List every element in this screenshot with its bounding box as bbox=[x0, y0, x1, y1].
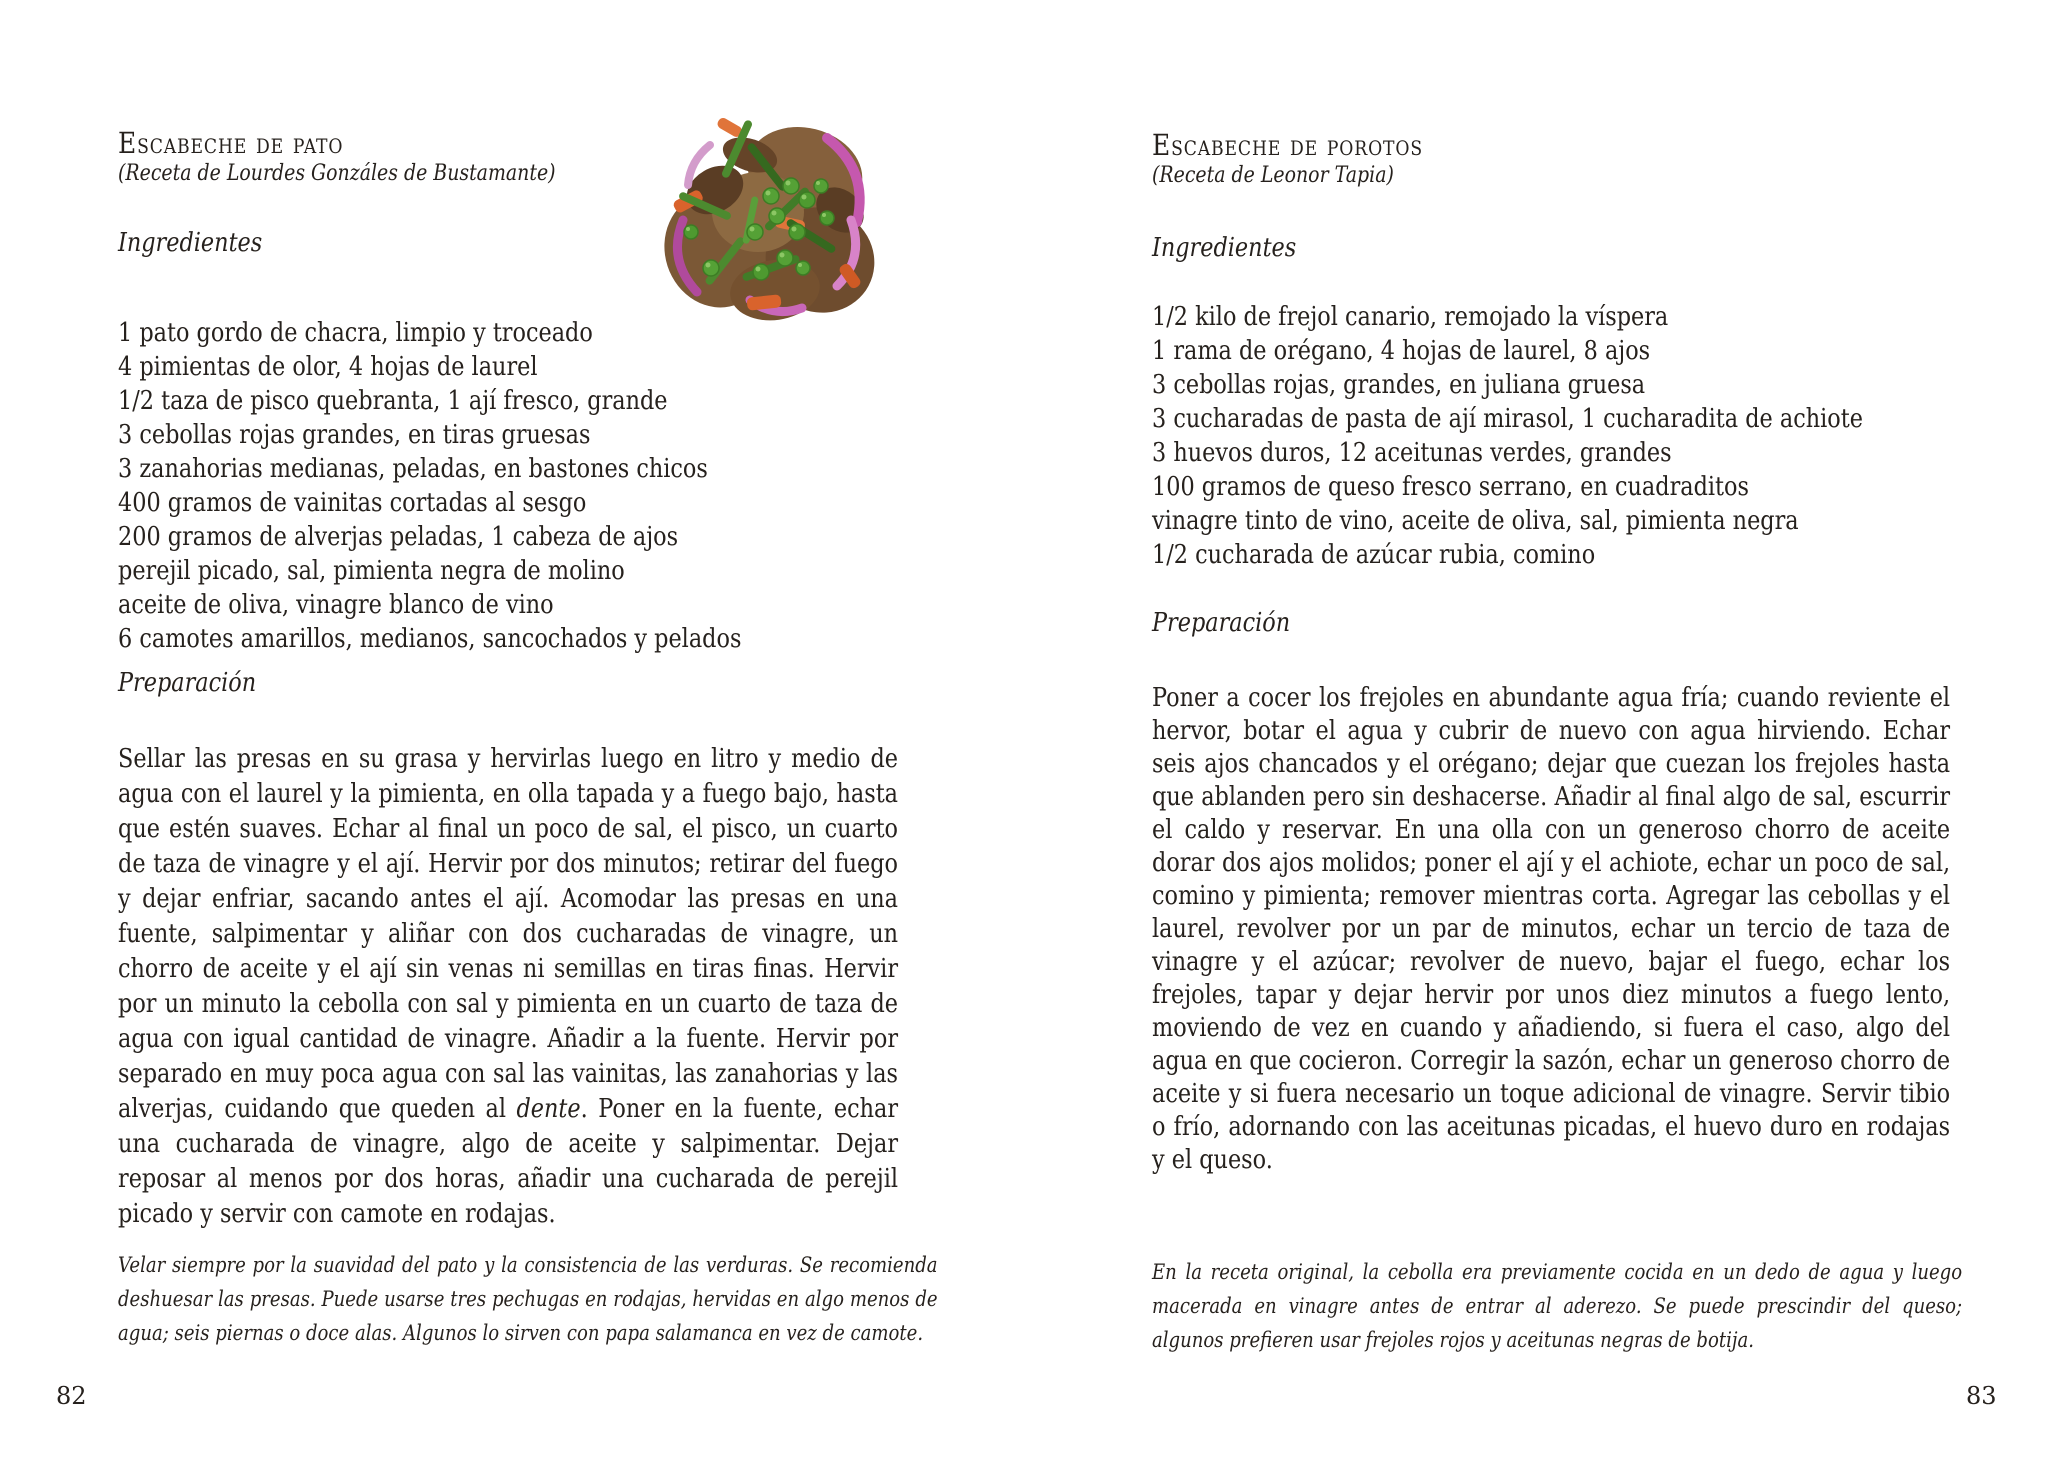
ingredient-line: 3 huevos duros, 12 aceitunas verdes, grandes bbox=[1152, 438, 1672, 468]
ingredient-line: 400 gramos de vainitas cortadas al sesgo bbox=[118, 488, 587, 518]
preparation-text-left bbox=[118, 742, 898, 1232]
ingredients-list-left bbox=[118, 316, 741, 656]
ingredient-line: 3 zanahorias medianas, peladas, en bastones chicos bbox=[118, 454, 708, 484]
page-number-83: 83 bbox=[1966, 1382, 1997, 1410]
ingredient-line: 4 pimientas de olor, 4 hojas de laurel bbox=[118, 352, 538, 382]
recipe-attribution-left: (Receta de Lourdes Gonzáles de Bustamante) bbox=[118, 161, 556, 186]
ingredient-line: 1/2 taza de pisco quebranta, 1 ají fresco, grande bbox=[118, 386, 668, 416]
preparation-text-part2: . Poner en la fuente, echar una cucharada de vinagre, algo de aceite y salpimentar. Dejar reposar al menos por dos horas, añadir una cucharada de perejil picado y servir con camote en rodajas. bbox=[118, 1094, 899, 1229]
page-number-82: 82 bbox=[56, 1382, 87, 1410]
preparation-label-right: Preparación bbox=[1152, 608, 1291, 638]
ingredient-line: 1/2 cucharada de azúcar rubia, comino bbox=[1152, 540, 1596, 570]
preparation-text-right: Poner a cocer los frejoles en abundante agua fría; cuando reviente el hervor, botar el agua y cubrir de nuevo con agua hirviendo. Echar seis ajos chancados y el orégano; dejar que cuezan los frejoles hasta que ablanden pero sin deshacerse. Añadir al final algo de sal, escurrir el caldo y reservar. En una olla con un generoso chorro de aceite dorar dos ajos molidos; poner el ají y el achiote, echar un poco de sal, comino y pimienta; remover mientras corta. Agregar las cebollas y el laurel, revolver por un par de minutos, echar un tercio de taza de vinagre y el azúcar; revolver de nuevo, bajar el fuego, echar los frejoles, tapar y dejar hervir por unos diez minutos a fuego lento, moviendo de vez en cuando y añadiendo, si fuera el caso, algo del agua en que cocieron. Corregir la sazón, echar un generoso chorro de aceite y si fuera necesario un toque adicional de vinagre. Servir tibio o frío, adornando con las aceitunas picadas, el huevo duro en rodajas y el queso. bbox=[1152, 683, 1951, 1175]
ingredient-line: 1/2 kilo de frejol canario, remojado la víspera bbox=[1152, 302, 1669, 332]
ingredient-line: 6 camotes amarillos, medianos, sancochados y pelados bbox=[118, 624, 742, 654]
ingredient-line: 3 cebollas rojas, grandes, en juliana gruesa bbox=[1152, 370, 1646, 400]
ingredient-line: 1 pato gordo de chacra, limpio y troceado bbox=[118, 318, 593, 348]
preparation-text-part1: Sellar las presas en su grasa y hervirlas luego en litro y medio de agua con el laurel y la pimienta, en olla tapada y a fuego bajo, hasta que estén suaves. Echar al final un poco de sal, el pisco, un cuarto de taza de vinagre y el ají. Hervir por dos minutos; retirar del fuego y dejar enfriar, sacando antes el ají. Acomodar las presas en una fuente, salpimentar y aliñar con dos cucharadas de vinagre, un chorro de aceite y el ají sin venas ni semillas en tiras finas. Hervir por un minuto la cebolla con sal y pimienta en un cuarto de taza de agua con igual cantidad de vinagre. Añadir a la fuente. Hervir por separado en muy poca agua con sal las vainitas, las zanahorias y las alverjas, cuidando que queden al bbox=[118, 744, 899, 1124]
recipe-note-right: En la receta original, la cebolla era previamente cocida en un dedo de agua y luego macerada en vinagre antes de entrar al aderezo. Se puede prescindir del queso; algunos prefieren usar frejoles rojos y aceitunas negras de botija. bbox=[1152, 1260, 1963, 1352]
ingredients-label-right: Ingredientes bbox=[1152, 233, 1297, 263]
ingredient-line: 100 gramos de queso fresco serrano, en cuadraditos bbox=[1152, 472, 1749, 502]
ingredient-line: vinagre tinto de vino, aceite de oliva, sal, pimienta negra bbox=[1152, 506, 1799, 536]
recipe-title-right: Escabeche de porotos bbox=[1152, 128, 1423, 162]
ingredient-line: 3 cucharadas de pasta de ají mirasol, 1 cucharadita de achiote bbox=[1152, 404, 1863, 434]
dish-photo-escabeche-de-pato bbox=[655, 100, 890, 328]
ingredient-line: perejil picado, sal, pimienta negra de molino bbox=[118, 556, 625, 586]
recipe-note-left: Velar siempre por la suavidad del pato y la consistencia de las verduras. Se recomienda deshuesar las presas. Puede usarse tres pechugas en rodajas, hervidas en algo menos de agua; seis piernas o doce alas. Algunos lo sirven con papa salamanca en vez de camote. bbox=[118, 1253, 938, 1345]
ingredients-list-right bbox=[1152, 300, 1863, 572]
recipe-attribution-right: (Receta de Leonor Tapia) bbox=[1152, 163, 1394, 188]
ingredient-line: 3 cebollas rojas grandes, en tiras gruesas bbox=[118, 420, 591, 450]
preparation-label-left: Preparación bbox=[118, 668, 257, 698]
preparation-italic-word: dente bbox=[516, 1094, 581, 1124]
ingredients-label-left: Ingredientes bbox=[118, 228, 263, 258]
ingredient-line: 200 gramos de alverjas peladas, 1 cabeza de ajos bbox=[118, 522, 679, 552]
ingredient-line: aceite de oliva, vinagre blanco de vino bbox=[118, 590, 554, 620]
recipe-title-left: Escabeche de pato bbox=[118, 126, 344, 160]
ingredient-line: 1 rama de orégano, 4 hojas de laurel, 8 ajos bbox=[1152, 336, 1651, 366]
